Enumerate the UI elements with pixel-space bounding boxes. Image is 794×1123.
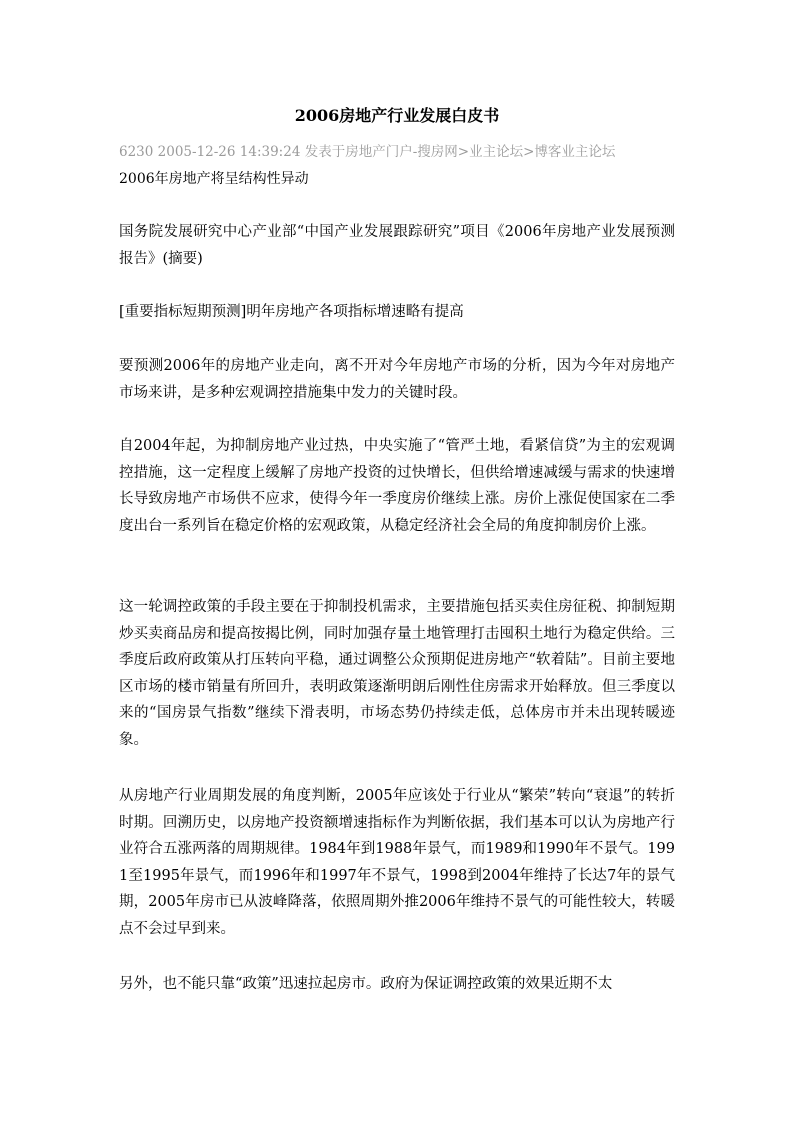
paragraph-policy-limits: 另外，也不能只靠“政策”迅速拉起房市。政府为保证调控政策的效果近期不太 [119, 976, 613, 992]
paragraph-section-heading: [重要指标短期预测]明年房地产各项指标增速略有提高 [119, 304, 464, 320]
paragraph-policy-measures: 这一轮调控政策的手段主要在于抑制投机需求，主要措施包括买卖住房征税、抑制短期炒买卖商品房和提高按揭比例，同时加强存量土地管理打击囤积土地行为稳定供给。三季度后政府政策从打压转向平稳，通过调整公众预期促进房地产“软着陆”。目前主要地区市场的楼市销量有所回升，表明政策逐渐明朗后刚性住房需求开始释放。但三季度以来的“国房景气指数”继续下滑表明，市场态势仍持续走低，总体房市并未出现转暖迹象。 [119, 599, 675, 748]
paragraph-report-source: 国务院发展研究中心产业部“中国产业发展跟踪研究”项目《2006年房地产业发展预测报告》(摘要) [119, 224, 675, 267]
paragraph-macro-control: 自2004年起，为抑制房地产业过热，中央实施了“管严土地，看紧信贷”为主的宏观调控措施，这一定程度上缓解了房地产投资的过快增长，但供给增速减缓与需求的快速增长导致房地产市场供不应求，使得今年一季度房价继续上涨。房价上涨促使国家在二季度出台一系列旨在稳定价格的宏观政策，从稳定经济社会全局的角度抑制房价上涨。 [119, 438, 675, 534]
paragraph-intro: 要预测2006年的房地产业走向，离不开对今年房地产市场的分析，因为今年对房地产市场来讲，是多种宏观调控措施集中发力的关键时段。 [119, 358, 675, 401]
paragraph-industry-cycle: 从房地产行业周期发展的角度判断，2005年应该处于行业从“繁荣”转向“衰退”的转折时期。回溯历史，以房地产投资额增速指标作为判断依据，我们基本可以认为房地产行业符合五涨两落的周期规律。1984年到1988年景气，而1989和1990年不景气。1991至1995年景气，而1996年和1997年不景气，1998到2004年维持了长达7年的景气期，2005年房市已从波峰降落，依照周期外推2006年维持不景气的可能性较大，转暖点不会过早到来。 [119, 788, 675, 937]
document-subtitle: 2006年房地产将呈结构性异动 [119, 171, 309, 187]
post-meta: 6230 2005-12-26 14:39:24 发表于房地产门户-搜房网>业主论坛>博客业主论坛 [119, 144, 616, 160]
document-title: 2006房地产行业发展白皮书 [294, 106, 500, 125]
